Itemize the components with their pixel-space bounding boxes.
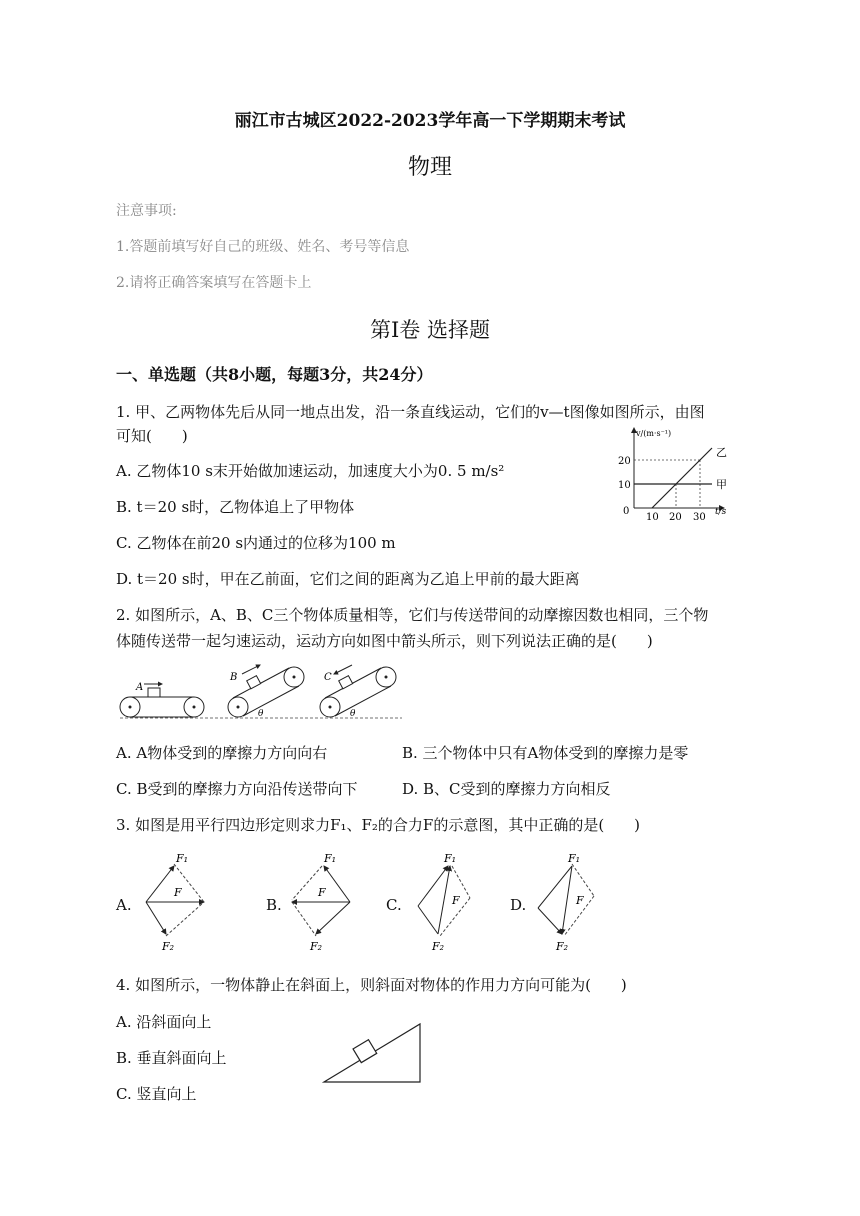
q2-stem-line2: 体随传送带一起匀速运动，运动方向如图中箭头所示，则下列说法正确的是( ) (116, 632, 653, 650)
svg-text:F₂: F₂ (556, 940, 569, 953)
graph-ylabel: v/(m·s⁻¹) (636, 429, 672, 438)
label-a: A (136, 682, 144, 693)
q4-option-a: A. 沿斜面向上 (116, 1013, 212, 1031)
svg-text:F₂: F₂ (162, 940, 175, 953)
q1-vt-graph (612, 422, 742, 522)
q4-option-c: C. 竖直向上 (116, 1085, 197, 1103)
q3-diagram-d (538, 852, 594, 953)
q2-stem-line1: 2. 如图所示，A、B、C三个物体质量相等，它们与传送带间的动摩擦因数也相同，三个物 (116, 606, 709, 624)
svg-text:F₂: F₂ (432, 940, 445, 953)
q1-stem-line1: 1. 甲、乙两物体先后从同一地点出发，沿一条直线运动，它们的v—t图像如图所示，由图 (116, 403, 705, 421)
q3-diagram-b (292, 852, 350, 953)
svg-text:F: F (174, 886, 182, 899)
q3-option-c-label: C. (386, 896, 402, 914)
q1-option-c: C. 乙物体在前20 s内通过的位移为100 m (116, 534, 396, 552)
svg-text:F₁: F₁ (176, 852, 189, 865)
q3-diagram-a (146, 852, 204, 953)
q4-stem: 4. 如图所示，一物体静止在斜面上，则斜面对物体的作用力方向可能为( ) (116, 976, 627, 994)
svg-text:F₁: F₁ (444, 852, 457, 865)
graph-xtick-20: 20 (669, 512, 682, 522)
q3-option-a-label: A. (116, 896, 132, 914)
q3-diagram-c (418, 852, 470, 953)
svg-text:F₁: F₁ (324, 852, 337, 865)
graph-line-yi (652, 448, 712, 508)
graph-ytick-10: 10 (618, 480, 631, 491)
notes-heading: 注意事项: (116, 203, 177, 219)
q2-conveyor-figure (112, 660, 412, 724)
q2-option-a: A. A物体受到的摩擦力方向向右 (116, 744, 328, 762)
q3-stem: 3. 如图是用平行四边形定则求力F₁、F₂的合力F的示意图，其中正确的是( ) (116, 816, 641, 834)
label-c: C (324, 672, 332, 683)
part-heading: 一、单选题（共8小题，每题3分，共24分） (116, 365, 433, 384)
notes-item-2: 2.请将正确答案填写在答题卡上 (116, 275, 312, 291)
q2-option-b: B. 三个物体中只有A物体受到的摩擦力是零 (402, 744, 689, 762)
graph-label-yi: 乙 (716, 446, 727, 459)
q4-incline-figure (322, 1020, 424, 1084)
belt-b (228, 665, 304, 719)
subject-title: 物理 (407, 155, 452, 180)
belt-a (120, 682, 204, 717)
svg-text:F: F (452, 894, 460, 907)
graph-label-jia: 甲 (716, 478, 727, 491)
svg-text:F₂: F₂ (310, 940, 323, 953)
graph-xlabel: t/s (715, 507, 727, 517)
graph-xtick-30: 30 (693, 512, 706, 522)
exam-title: 丽江市古城区2022-2023学年高一下学期期末考试 (234, 111, 626, 131)
notes-item-1: 1.答题前填写好自己的班级、姓名、考号等信息 (116, 239, 410, 255)
svg-text:F₁: F₁ (568, 852, 581, 865)
q2-option-d: D. B、C受到的摩擦力方向相反 (402, 780, 611, 798)
graph-xtick-10: 10 (646, 512, 659, 522)
graph-origin: 0 (623, 506, 630, 517)
label-theta-1: θ (258, 709, 264, 719)
q3-option-d-label: D. (510, 896, 527, 914)
block (353, 1040, 377, 1063)
graph-ytick-20: 20 (618, 456, 631, 467)
q1-option-b: B. t＝20 s时，乙物体追上了甲物体 (116, 498, 355, 516)
svg-text:F: F (576, 894, 584, 907)
label-b: B (230, 672, 238, 683)
q1-option-d: D. t＝20 s时，甲在乙前面，它们之间的距离为乙追上甲前的最大距离 (116, 570, 580, 588)
q1-option-a: A. 乙物体10 s末开始做加速运动，加速度大小为0. 5 m/s² (116, 462, 505, 480)
q1-stem-line2: 可知( ) (116, 427, 188, 445)
q2-option-c: C. B受到的摩擦力方向沿传送带向下 (116, 780, 358, 798)
section-title: 第Ⅰ卷 选择题 (370, 318, 490, 342)
belt-c (320, 665, 396, 719)
label-theta-2: θ (350, 709, 356, 719)
q4-option-b: B. 垂直斜面向上 (116, 1049, 227, 1067)
svg-text:F: F (318, 886, 326, 899)
q3-force-diagrams (140, 850, 610, 955)
q3-option-b-label: B. (266, 896, 282, 914)
